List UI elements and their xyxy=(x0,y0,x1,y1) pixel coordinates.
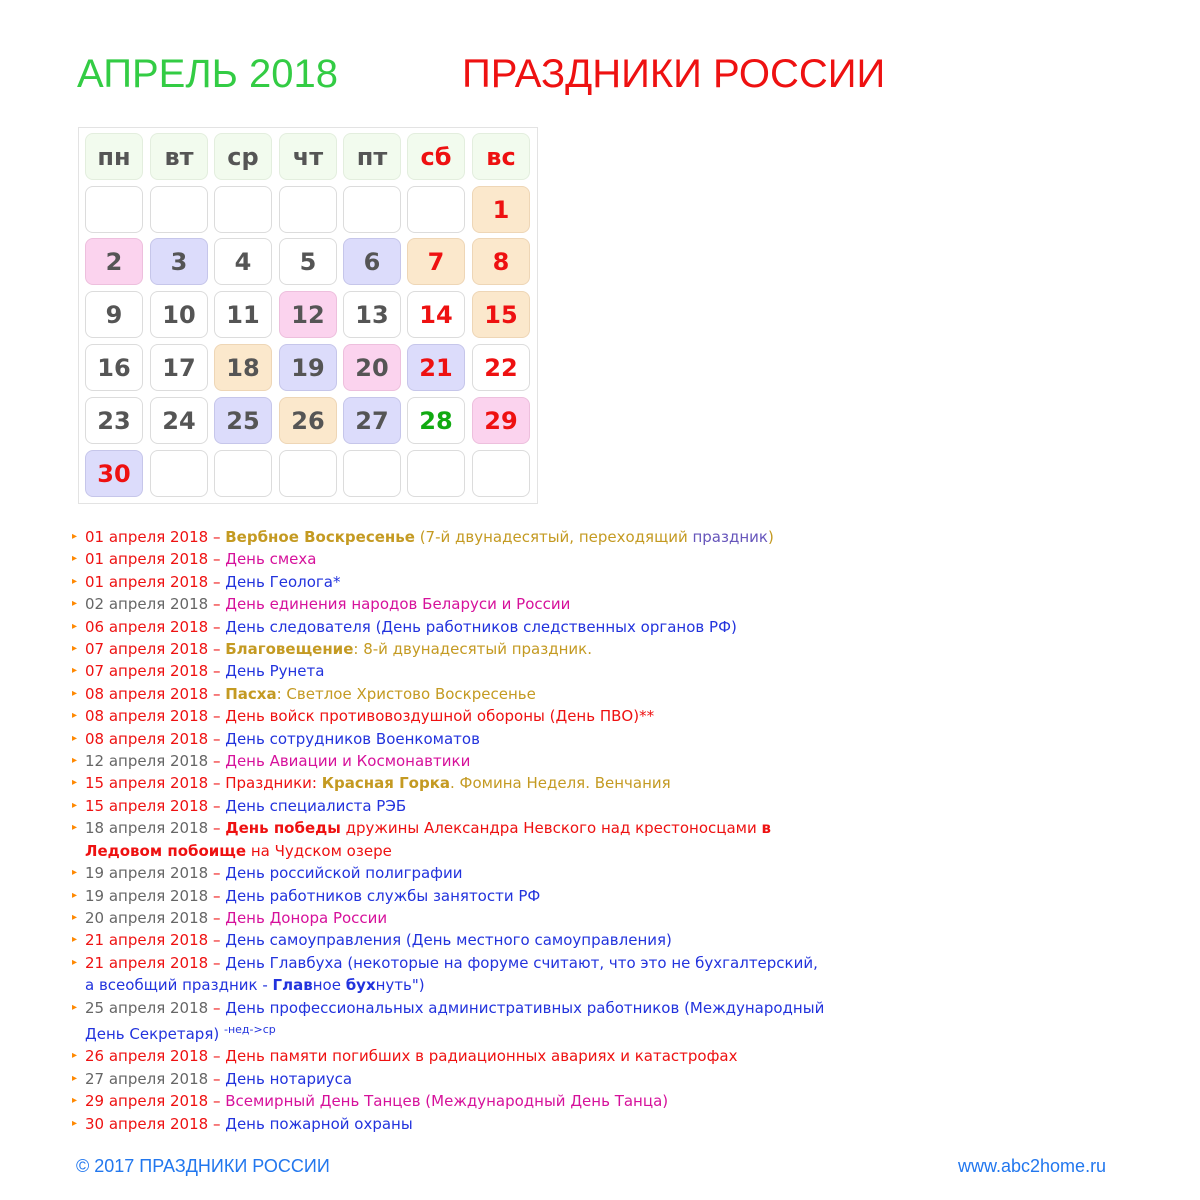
holiday-date: 08 апреля 2018 xyxy=(85,707,209,726)
holiday-name-part: День Геолога* xyxy=(225,572,341,591)
holiday-date: 12 апреля 2018 xyxy=(85,752,209,771)
holiday-name-part: День победы xyxy=(225,819,341,838)
calendar-day-13[interactable]: 13 xyxy=(343,291,401,338)
holiday-date: 08 апреля 2018 xyxy=(85,729,209,748)
holiday-name-part: День Главбуха (некоторые на форуме считают, что это не бухгалтерский, xyxy=(225,953,818,972)
holiday-name-part: ) xyxy=(767,528,774,546)
calendar-day-empty xyxy=(279,450,337,497)
holiday-name-part: День профессиональных административных работников (Международный xyxy=(225,998,825,1017)
date-separator: – xyxy=(208,617,226,636)
bullet-icon: ▸ xyxy=(72,1095,78,1107)
calendar-day-empty xyxy=(407,450,465,497)
holiday-name-part: Глав xyxy=(272,976,313,995)
holiday-item xyxy=(72,660,1172,682)
holiday-date: 29 апреля 2018 xyxy=(85,1092,209,1111)
bullet-icon: ▸ xyxy=(72,575,78,587)
holiday-item xyxy=(72,907,1172,929)
holiday-name-part: праздник xyxy=(692,528,768,546)
calendar-day-empty xyxy=(407,186,465,233)
calendar-day-empty xyxy=(472,450,530,497)
holiday-name-part: День следователя (День работников следственных органов РФ) xyxy=(225,617,737,636)
bullet-icon: ▸ xyxy=(72,531,78,542)
holiday-item xyxy=(72,1068,1172,1090)
holiday-name-part: День единения народов Беларуси и России xyxy=(225,595,571,614)
holiday-date: 19 апреля 2018 xyxy=(85,886,209,905)
calendar-day-5[interactable]: 5 xyxy=(279,238,337,285)
bullet-icon: ▸ xyxy=(72,822,78,834)
date-separator: – xyxy=(208,864,226,883)
holiday-name-part: День российской полиграфии xyxy=(225,864,463,883)
holiday-name-part: -нед->ср xyxy=(223,1022,276,1036)
holiday-date: 20 апреля 2018 xyxy=(85,908,209,927)
holiday-item xyxy=(72,593,1172,615)
holiday-item xyxy=(72,1045,1172,1067)
month-title: АПРЕЛЬ 2018 xyxy=(77,52,338,96)
holiday-item xyxy=(72,616,1172,638)
holiday-name-part: (7-й двунадесятый, переходящий xyxy=(414,528,693,546)
bullet-icon: ▸ xyxy=(72,956,78,968)
bullet-icon: ▸ xyxy=(72,732,78,744)
bullet-icon: ▸ xyxy=(72,867,78,879)
holiday-name-part: нуть") xyxy=(375,976,425,995)
holiday-date: 27 апреля 2018 xyxy=(85,1069,209,1088)
holiday-name-part: День нотариуса xyxy=(225,1069,353,1088)
holiday-item xyxy=(72,728,1172,750)
holiday-item xyxy=(72,1113,1172,1135)
holiday-name-part: бух xyxy=(345,976,376,995)
weekday-header: пн xyxy=(85,133,143,180)
holiday-date: 18 апреля 2018 xyxy=(85,819,209,838)
holiday-name-part: дружины Александра Невского над крестоносцами xyxy=(340,819,762,838)
weekday-header: вс xyxy=(472,133,530,180)
calendar-day-27[interactable]: 27 xyxy=(343,397,401,444)
holiday-date: 15 апреля 2018 xyxy=(85,774,209,793)
calendar-day-4[interactable]: 4 xyxy=(214,238,272,285)
calendar-day-1[interactable]: 1 xyxy=(472,186,530,233)
bullet-icon: ▸ xyxy=(72,687,78,699)
date-separator: – xyxy=(208,1114,226,1133)
calendar-day-19[interactable]: 19 xyxy=(279,344,337,391)
holiday-continuation xyxy=(85,840,1172,862)
holiday-date: 26 апреля 2018 xyxy=(85,1047,209,1066)
holiday-name-part: День специалиста РЭБ xyxy=(225,796,407,815)
weekday-header: сб xyxy=(407,133,465,180)
holiday-name-part: День пожарной охраны xyxy=(225,1114,413,1133)
holiday-date: 06 апреля 2018 xyxy=(85,617,209,636)
date-separator: – xyxy=(208,729,226,748)
holiday-name-part: День Рунета xyxy=(225,662,325,681)
date-separator: – xyxy=(208,640,226,659)
calendar-day-empty xyxy=(279,186,337,233)
date-separator: – xyxy=(208,684,226,703)
calendar-day-20[interactable]: 20 xyxy=(343,344,401,391)
holiday-name-part: День войск противовоздушной обороны (День ПВО)** xyxy=(225,707,655,726)
holiday-name-part: Красная Горка xyxy=(321,774,451,793)
calendar-day-17[interactable]: 17 xyxy=(150,344,208,391)
bullet-icon: ▸ xyxy=(72,620,78,632)
holiday-name-part: : Светлое Христово Воскресенье xyxy=(276,684,536,703)
bullet-icon: ▸ xyxy=(72,1050,78,1062)
bullet-icon: ▸ xyxy=(72,889,78,901)
calendar-day-7[interactable]: 7 xyxy=(407,238,465,285)
date-separator: – xyxy=(208,1069,226,1088)
weekday-header: вт xyxy=(150,133,208,180)
bullet-icon: ▸ xyxy=(72,553,78,565)
holiday-name-part: День Секретаря) xyxy=(85,1024,224,1043)
copyright-text: © 2017 ПРАЗДНИКИ РОССИИ xyxy=(76,1156,330,1176)
holiday-item xyxy=(72,548,1172,570)
holiday-date: 01 апреля 2018 xyxy=(85,572,209,591)
holiday-item xyxy=(72,817,1172,862)
holiday-name-part: Благовещение xyxy=(225,640,354,659)
holiday-name-part: Ледовом побоище xyxy=(85,841,247,860)
date-separator: – xyxy=(208,752,226,771)
holiday-name-part: День памяти погибших в радиационных авариях и катастрофах xyxy=(225,1047,738,1066)
holiday-item xyxy=(72,795,1172,817)
holiday-name-part: Пасха xyxy=(225,684,277,703)
calendar-day-24[interactable]: 24 xyxy=(150,397,208,444)
date-separator: – xyxy=(208,528,226,546)
holiday-date: 30 апреля 2018 xyxy=(85,1114,209,1133)
holiday-name-part: ное xyxy=(312,976,346,995)
date-separator: – xyxy=(208,886,226,905)
holiday-name-part: День работников службы занятости РФ xyxy=(225,886,541,905)
calendar-day-29[interactable]: 29 xyxy=(472,397,530,444)
holiday-item xyxy=(72,772,1172,794)
holiday-item xyxy=(72,638,1172,660)
holiday-date: 02 апреля 2018 xyxy=(85,595,209,614)
holiday-name-part: : 8-й двунадесятый праздник. xyxy=(353,640,592,659)
holiday-item xyxy=(72,997,1172,1046)
bullet-icon: ▸ xyxy=(72,777,78,789)
calendar-day-3[interactable]: 3 xyxy=(150,238,208,285)
calendar-day-25[interactable]: 25 xyxy=(214,397,272,444)
date-separator: – xyxy=(208,707,226,726)
holiday-name-part: на Чудском озере xyxy=(246,841,392,860)
holiday-date: 21 апреля 2018 xyxy=(85,953,209,972)
calendar-day-16[interactable]: 16 xyxy=(85,344,143,391)
calendar-day-30[interactable]: 30 xyxy=(85,450,143,497)
calendar-day-empty xyxy=(214,450,272,497)
date-separator: – xyxy=(208,1092,226,1111)
bullet-icon: ▸ xyxy=(72,911,78,923)
bullet-icon: ▸ xyxy=(72,1072,78,1084)
bullet-icon: ▸ xyxy=(72,643,78,655)
date-separator: – xyxy=(208,572,226,591)
holiday-item xyxy=(72,929,1172,951)
date-separator: – xyxy=(208,796,226,815)
bullet-icon: ▸ xyxy=(72,710,78,722)
calendar-day-21[interactable]: 21 xyxy=(407,344,465,391)
calendar-day-6[interactable]: 6 xyxy=(343,238,401,285)
holiday-continuation xyxy=(85,974,1172,996)
weekday-header: ср xyxy=(214,133,272,180)
calendar-day-12[interactable]: 12 xyxy=(279,291,337,338)
holiday-name-part: День Донора России xyxy=(225,908,388,927)
calendar-day-26[interactable]: 26 xyxy=(279,397,337,444)
date-separator: – xyxy=(208,998,226,1017)
date-separator: – xyxy=(208,1047,226,1066)
holiday-date: 21 апреля 2018 xyxy=(85,931,209,950)
holiday-date: 08 апреля 2018 xyxy=(85,684,209,703)
holiday-name-part: День Авиации и Космонавтики xyxy=(225,752,471,771)
holiday-item xyxy=(72,952,1172,997)
bullet-icon: ▸ xyxy=(72,1117,78,1129)
holiday-date: 07 апреля 2018 xyxy=(85,662,209,681)
holiday-item xyxy=(72,571,1172,593)
holiday-item xyxy=(72,862,1172,884)
weekday-header: пт xyxy=(343,133,401,180)
holiday-name-part: . Фомина Неделя. Венчания xyxy=(450,774,671,793)
date-separator: – xyxy=(208,819,226,838)
date-separator: – xyxy=(208,662,226,681)
calendar-day-empty xyxy=(343,450,401,497)
date-separator: – xyxy=(208,908,226,927)
holiday-item xyxy=(72,885,1172,907)
holiday-date: 15 апреля 2018 xyxy=(85,796,209,815)
calendar-day-14[interactable]: 14 xyxy=(407,291,465,338)
holiday-continuation xyxy=(85,1019,1172,1045)
holiday-list xyxy=(72,526,1172,1135)
date-separator: – xyxy=(208,931,226,950)
bullet-icon: ▸ xyxy=(72,598,78,610)
holiday-item xyxy=(72,683,1172,705)
holiday-name-part: Вербное Воскресенье xyxy=(225,528,415,546)
calendar-day-11[interactable]: 11 xyxy=(214,291,272,338)
site-title: ПРАЗДНИКИ РОССИИ xyxy=(462,52,886,96)
calendar-day-22[interactable]: 22 xyxy=(472,344,530,391)
calendar-day-23[interactable]: 23 xyxy=(85,397,143,444)
holiday-item xyxy=(72,750,1172,772)
calendar-grid xyxy=(78,127,538,504)
website-link[interactable]: www.abc2home.ru xyxy=(958,1156,1107,1176)
calendar-day-empty xyxy=(85,186,143,233)
calendar-day-28[interactable]: 28 xyxy=(407,397,465,444)
bullet-icon: ▸ xyxy=(72,665,78,677)
bullet-icon: ▸ xyxy=(72,799,78,811)
calendar-day-10[interactable]: 10 xyxy=(150,291,208,338)
calendar-day-8[interactable]: 8 xyxy=(472,238,530,285)
weekday-header: чт xyxy=(279,133,337,180)
holiday-date: 07 апреля 2018 xyxy=(85,640,209,659)
calendar-day-18[interactable]: 18 xyxy=(214,344,272,391)
bullet-icon: ▸ xyxy=(72,934,78,946)
date-separator: – xyxy=(208,774,226,793)
date-separator: – xyxy=(208,953,226,972)
calendar-day-9[interactable]: 9 xyxy=(85,291,143,338)
calendar-day-empty xyxy=(214,186,272,233)
holiday-name-part: а всеобщий праздник - xyxy=(85,976,273,995)
holiday-item xyxy=(72,526,1172,548)
holiday-date: 25 апреля 2018 xyxy=(85,998,209,1017)
holiday-name-part: День самоуправления (День местного самоуправления) xyxy=(225,931,672,950)
holiday-name-part: Всемирный День Танцев (Международный День Танца) xyxy=(225,1092,669,1111)
calendar-day-15[interactable]: 15 xyxy=(472,291,530,338)
holiday-date: 01 апреля 2018 xyxy=(85,528,209,546)
holiday-date: 19 апреля 2018 xyxy=(85,864,209,883)
holiday-item xyxy=(72,1090,1172,1112)
holiday-item xyxy=(72,705,1172,727)
calendar-day-empty xyxy=(150,450,208,497)
holiday-name-part: День сотрудников Военкоматов xyxy=(225,729,480,748)
holiday-date: 01 апреля 2018 xyxy=(85,550,209,569)
calendar-day-empty xyxy=(150,186,208,233)
calendar-day-2[interactable]: 2 xyxy=(85,238,143,285)
date-separator: – xyxy=(208,550,226,569)
bullet-icon: ▸ xyxy=(72,755,78,767)
calendar-day-empty xyxy=(343,186,401,233)
holiday-name-part: в xyxy=(761,819,772,838)
holiday-name-part: День смеха xyxy=(225,550,317,569)
holiday-name-part: Праздники: xyxy=(225,774,322,793)
bullet-icon: ▸ xyxy=(72,1001,78,1013)
date-separator: – xyxy=(208,595,226,614)
